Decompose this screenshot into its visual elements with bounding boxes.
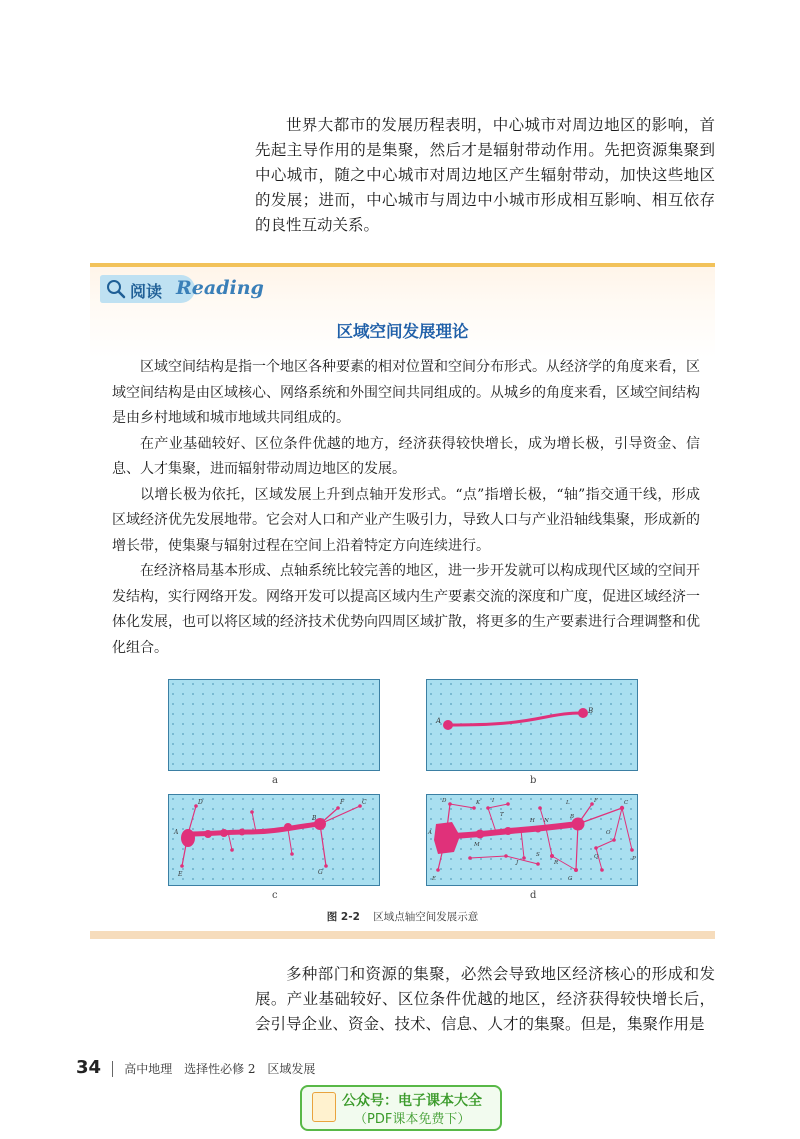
panel-a-label: a: [272, 775, 278, 786]
point-label-b: B: [570, 814, 575, 820]
intro-text: [255, 113, 715, 238]
figure-panel-b: [426, 679, 638, 771]
panel-a-map: [168, 679, 380, 771]
point-label-a: A: [428, 830, 432, 836]
footer-volume: 选择性必修 2: [184, 1062, 256, 1076]
panel-c-label: c: [272, 890, 278, 901]
point-label-r: R: [554, 860, 559, 866]
point-label-c: C: [624, 800, 629, 806]
point-label-g: G: [568, 876, 573, 882]
point-label-f: F: [594, 798, 598, 804]
watermark-banner: [300, 1085, 502, 1131]
point-label-t: T: [500, 812, 504, 818]
figure-caption: [90, 909, 715, 924]
point-label-e: E: [432, 876, 437, 882]
reading-paragraph-3: 以增长极为依托，区域发展上升到点轴开发形式。“点”指增长极，“轴”指交通干线，形成区域经济优先发展地带。它会对人口和产业产生吸引力，导致人口与产业沿轴线集聚，形成新的增长带，使集聚与辐射过程在空间上沿着特定方向连续进行。: [112, 486, 700, 554]
figure-caption-text: 区域点轴空间发展示意: [373, 911, 479, 923]
intro-paragraph: 世界大都市的发展历程表明，中心城市对周边地区的影响，首先起主导作用的是集聚，然后才是辐射带动作用。先把资源集聚到中心城市，随之中心城市对周边地区产生辐射带动，加快这些地区的发展；进而，中心城市与周边中小城市形成相互影响、相互依存的良性互动关系。: [255, 116, 715, 234]
reading-body: [112, 355, 700, 661]
figure-caption-number: 图 2-2: [326, 911, 360, 923]
point-label-a: A: [436, 717, 442, 725]
footer-book: 高中地理: [124, 1062, 173, 1076]
figure-panel-a: [168, 679, 380, 771]
outro-text: [255, 962, 715, 1037]
point-label-j: J: [516, 860, 519, 866]
panel-c-map: [168, 794, 380, 886]
magnifier-icon: [106, 279, 126, 299]
point-label-e: E: [178, 871, 183, 878]
panel-d-label: d: [530, 890, 537, 901]
page-number: 34: [76, 1057, 102, 1078]
footer-divider: [112, 1061, 113, 1077]
point-label-s: S: [536, 852, 540, 858]
point-label-k: K: [476, 800, 481, 806]
point-label-q: Q: [594, 854, 599, 860]
point-label-a: A: [174, 829, 179, 836]
point-label-o: O: [606, 830, 611, 836]
point-label-m: M: [474, 842, 480, 848]
point-label-b: B: [312, 815, 317, 822]
reading-label-script: Reading: [176, 277, 264, 299]
outro-paragraph: 多种部门和资源的集聚，必然会导致地区经济核心的形成和发展。产业基础较好、区位条件优越的地区，经济获得较快增长后，会引导企业、资金、技术、信息、人才的集聚。但是，集聚作用是: [255, 965, 715, 1033]
reading-bottom-bar: [90, 931, 715, 939]
reading-paragraph-1: 区域空间结构是指一个地区各种要素的相对位置和空间分布形式。从经济学的角度来看，区域空间结构是由区域核心、网络系统和外围空间共同组成的。从城乡的角度来看，区域空间结构是由乡村地域和城市地域共同组成的。: [112, 359, 700, 426]
panel-d-map: [426, 794, 638, 886]
point-label-l: L: [566, 800, 570, 806]
reading-paragraph-2: 在产业基础较好、区位条件优越的地方，经济获得较快增长，成为增长极，引导资金、信息、人才集聚，进而辐射带动周边地区的发展。: [112, 435, 700, 477]
reading-top-bar: [90, 263, 715, 267]
footer-unit: 区域发展: [267, 1062, 316, 1076]
point-label-p: P: [632, 856, 636, 862]
point-label-n: N: [544, 818, 549, 824]
book-icon: [312, 1092, 336, 1122]
point-label-d: D: [198, 799, 203, 806]
watermark-line-1: 公众号：电子课本大全: [342, 1093, 482, 1109]
panel-b-map: [426, 679, 638, 771]
point-label-g: G: [318, 869, 323, 876]
footer-book-info: [124, 1062, 323, 1076]
reading-box: [90, 263, 715, 939]
growth-pole-b: [578, 708, 588, 718]
point-label-c: C: [362, 799, 367, 806]
panel-b-label: b: [530, 775, 537, 786]
reading-header: [90, 269, 715, 305]
point-label-f: F: [340, 799, 345, 806]
point-label-b: B: [588, 707, 594, 715]
page-footer: [76, 1057, 323, 1081]
reading-paragraph-4: 在经济格局基本形成、点轴系统比较完善的地区，进一步开发就可以构成现代区域的空间开发结构，实行网络开发。网络开发可以提高区域内生产要素交流的深度和广度，促进区域经济一体化发展，也可以将区域的经济技术优势向四周区域扩散，将更多的生产要素进行合理调整和优化组合。: [112, 563, 700, 656]
growth-pole-a: [443, 720, 453, 730]
point-label-d: D: [442, 798, 447, 804]
figure-panel-c: [168, 794, 380, 886]
point-label-i: I: [492, 798, 495, 804]
watermark-line-2: （PDF课本免费下）: [354, 1112, 471, 1127]
reading-label: 阅读: [130, 282, 163, 301]
point-label-h: H: [530, 818, 535, 824]
figure-panel-d: [426, 794, 638, 886]
reading-title: 区域空间发展理论: [336, 322, 469, 341]
